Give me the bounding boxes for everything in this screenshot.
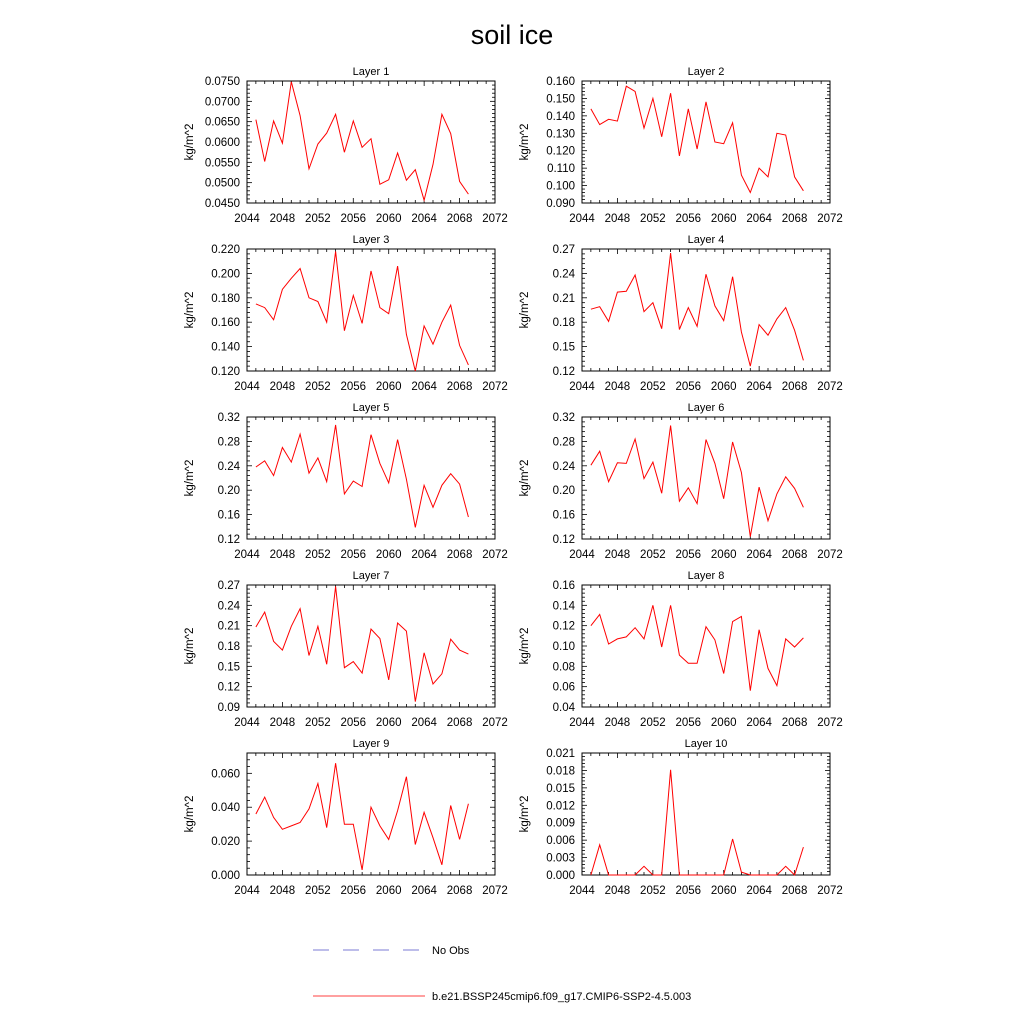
x-tick-label: 2068 <box>781 717 808 729</box>
x-tick-label: 2060 <box>710 381 737 393</box>
series-line-layer-9 <box>256 763 469 870</box>
y-tick-label: 0.140 <box>211 341 240 354</box>
x-tick-label: 2060 <box>710 717 737 729</box>
y-axis-label: kg/m^2 <box>519 627 531 665</box>
x-tick-label: 2056 <box>675 549 702 561</box>
y-axis-label: kg/m^2 <box>184 123 196 161</box>
series-line-layer-1 <box>256 82 469 200</box>
y-tick-label: 0.006 <box>546 835 575 848</box>
plot-frame <box>247 81 495 203</box>
x-tick-label: 2048 <box>269 381 296 393</box>
y-tick-label: 0.24 <box>217 460 240 473</box>
y-tick-label: 0.020 <box>211 836 240 849</box>
y-tick-label: 0.000 <box>211 870 240 882</box>
panel-title: Layer 4 <box>687 234 725 246</box>
series-line-layer-3 <box>256 251 469 371</box>
y-tick-label: 0.18 <box>552 317 575 330</box>
panel-layer-10 <box>519 738 843 897</box>
x-tick-label: 2068 <box>446 717 473 729</box>
x-tick-label: 2052 <box>305 213 331 225</box>
x-tick-label: 2044 <box>234 717 260 729</box>
x-tick-label: 2064 <box>411 213 437 225</box>
panel-layer-2 <box>519 66 843 225</box>
x-tick-label: 2048 <box>604 717 631 729</box>
x-tick-label: 2060 <box>375 213 402 225</box>
x-tick-label: 2048 <box>269 717 296 729</box>
series-line-layer-6 <box>591 426 804 537</box>
x-tick-label: 2044 <box>569 381 595 393</box>
y-tick-label: 0.160 <box>211 317 240 330</box>
plot-frame <box>582 81 830 203</box>
y-tick-label: 0.009 <box>546 817 575 830</box>
x-tick-label: 2044 <box>569 549 595 561</box>
x-tick-label: 2072 <box>482 549 508 561</box>
y-axis-label: kg/m^2 <box>519 123 531 161</box>
y-tick-label: 0.0750 <box>204 76 240 88</box>
y-tick-label: 0.32 <box>552 412 575 424</box>
y-tick-label: 0.160 <box>546 76 575 88</box>
y-axis-label: kg/m^2 <box>184 459 196 497</box>
y-tick-label: 0.04 <box>552 702 575 714</box>
y-tick-label: 0.12 <box>552 620 575 633</box>
y-tick-label: 0.06 <box>552 681 575 694</box>
panel-layer-1 <box>184 66 508 225</box>
series-line-layer-8 <box>591 605 804 690</box>
y-tick-label: 0.12 <box>552 366 575 378</box>
x-tick-label: 2052 <box>305 885 331 897</box>
x-tick-label: 2048 <box>604 381 631 393</box>
x-tick-label: 2072 <box>482 885 508 897</box>
y-tick-label: 0.120 <box>546 145 575 158</box>
y-tick-label: 0.15 <box>552 341 575 354</box>
y-tick-label: 0.28 <box>552 436 575 449</box>
x-tick-label: 2044 <box>569 885 595 897</box>
x-tick-label: 2072 <box>817 885 843 897</box>
y-tick-label: 0.14 <box>552 600 575 613</box>
x-tick-label: 2056 <box>340 381 367 393</box>
plot-frame <box>582 417 830 539</box>
x-tick-label: 2068 <box>781 549 808 561</box>
x-tick-label: 2064 <box>411 717 437 729</box>
series-line-layer-7 <box>256 586 469 701</box>
y-tick-label: 0.18 <box>217 641 240 653</box>
y-tick-label: 0.27 <box>217 580 240 592</box>
y-tick-label: 0.08 <box>552 661 575 674</box>
x-tick-label: 2056 <box>340 213 367 225</box>
y-tick-label: 0.12 <box>552 534 575 546</box>
figure-title: soil ice <box>470 20 554 50</box>
legend-label-model: b.e21.BSSP245cmip6.f09_g17.CMIP6-SSP2-4.5.003 <box>432 991 692 1003</box>
y-tick-label: 0.12 <box>217 681 240 694</box>
x-tick-label: 2056 <box>340 717 367 729</box>
y-axis-label: kg/m^2 <box>519 291 531 329</box>
y-tick-label: 0.180 <box>211 292 240 305</box>
y-tick-label: 0.0450 <box>204 198 240 210</box>
x-tick-label: 2060 <box>710 549 737 561</box>
series-line-layer-10 <box>591 770 804 875</box>
x-tick-label: 2056 <box>675 717 702 729</box>
x-tick-label: 2072 <box>482 717 508 729</box>
y-tick-label: 0.27 <box>552 244 575 256</box>
x-tick-label: 2048 <box>269 213 296 225</box>
y-tick-label: 0.140 <box>546 110 575 123</box>
y-tick-label: 0.100 <box>546 180 575 193</box>
x-tick-label: 2044 <box>569 213 595 225</box>
y-tick-label: 0.24 <box>552 460 575 473</box>
x-tick-label: 2060 <box>375 717 402 729</box>
y-tick-label: 0.16 <box>552 580 575 592</box>
plot-frame <box>582 753 830 875</box>
x-tick-label: 2060 <box>375 549 402 561</box>
y-tick-label: 0.09 <box>217 702 240 714</box>
y-tick-label: 0.110 <box>547 163 575 176</box>
y-tick-label: 0.16 <box>217 509 240 522</box>
y-tick-label: 0.24 <box>552 268 575 281</box>
x-tick-label: 2068 <box>781 213 808 225</box>
x-tick-label: 2056 <box>675 213 702 225</box>
x-tick-label: 2068 <box>446 213 473 225</box>
y-tick-label: 0.090 <box>546 198 575 210</box>
x-tick-label: 2060 <box>710 213 737 225</box>
x-tick-label: 2060 <box>710 885 737 897</box>
x-tick-label: 2048 <box>604 885 631 897</box>
x-tick-label: 2072 <box>482 213 508 225</box>
panel-title: Layer 7 <box>352 570 390 582</box>
x-tick-label: 2052 <box>305 381 331 393</box>
x-tick-label: 2044 <box>569 717 595 729</box>
y-tick-label: 0.220 <box>211 244 240 256</box>
panel-title: Layer 6 <box>687 402 725 414</box>
panel-title: Layer 3 <box>352 234 390 246</box>
x-tick-label: 2052 <box>640 213 666 225</box>
x-tick-label: 2056 <box>340 885 367 897</box>
y-axis-label: kg/m^2 <box>184 291 196 329</box>
y-tick-label: 0.20 <box>217 485 240 498</box>
y-tick-label: 0.15 <box>217 661 240 674</box>
legend-label-no-obs: No Obs <box>432 945 470 957</box>
y-tick-label: 0.0600 <box>204 137 240 149</box>
x-tick-label: 2068 <box>781 885 808 897</box>
x-tick-label: 2052 <box>640 717 666 729</box>
x-tick-label: 2044 <box>234 381 260 393</box>
y-tick-label: 0.003 <box>546 852 575 865</box>
panel-title: Layer 2 <box>687 66 725 78</box>
x-tick-label: 2048 <box>604 213 631 225</box>
y-tick-label: 0.16 <box>552 509 575 522</box>
x-tick-label: 2060 <box>375 381 402 393</box>
x-tick-label: 2048 <box>269 885 296 897</box>
x-tick-label: 2064 <box>746 717 772 729</box>
y-tick-label: 0.012 <box>546 800 575 813</box>
series-line-layer-5 <box>256 425 469 528</box>
y-tick-label: 0.28 <box>217 436 240 449</box>
y-axis-label: kg/m^2 <box>519 459 531 497</box>
y-tick-label: 0.015 <box>546 782 575 795</box>
panel-title: Layer 5 <box>352 402 390 414</box>
x-tick-label: 2064 <box>411 885 437 897</box>
x-tick-label: 2068 <box>446 549 473 561</box>
panel-title: Layer 10 <box>684 738 728 750</box>
y-tick-label: 0.10 <box>552 641 575 653</box>
series-line-layer-4 <box>591 253 804 366</box>
x-tick-label: 2056 <box>675 885 702 897</box>
y-tick-label: 0.040 <box>211 802 240 815</box>
x-tick-label: 2072 <box>817 213 843 225</box>
x-tick-label: 2072 <box>817 381 843 393</box>
x-tick-label: 2044 <box>234 549 260 561</box>
panel-title: Layer 9 <box>352 738 390 750</box>
x-tick-label: 2068 <box>781 381 808 393</box>
y-tick-label: 0.200 <box>211 268 240 281</box>
x-tick-label: 2072 <box>482 381 508 393</box>
y-tick-label: 0.000 <box>546 870 575 882</box>
x-tick-label: 2056 <box>340 549 367 561</box>
x-tick-label: 2068 <box>446 885 473 897</box>
panel-title: Layer 8 <box>687 570 725 582</box>
y-axis-label: kg/m^2 <box>184 627 196 665</box>
panels <box>184 66 843 897</box>
x-tick-label: 2064 <box>746 885 772 897</box>
x-tick-label: 2052 <box>640 381 666 393</box>
y-axis-label: kg/m^2 <box>184 795 196 833</box>
x-tick-label: 2072 <box>817 549 843 561</box>
y-tick-label: 0.32 <box>217 412 240 424</box>
x-tick-label: 2060 <box>375 885 402 897</box>
x-tick-label: 2052 <box>305 717 331 729</box>
x-tick-label: 2064 <box>746 549 772 561</box>
y-tick-label: 0.20 <box>552 485 575 498</box>
x-tick-label: 2072 <box>817 717 843 729</box>
y-tick-label: 0.24 <box>217 600 240 613</box>
y-tick-label: 0.12 <box>217 534 240 546</box>
plot-frame <box>582 249 830 371</box>
x-tick-label: 2064 <box>746 381 772 393</box>
y-axis-label: kg/m^2 <box>519 795 531 833</box>
y-tick-label: 0.21 <box>217 620 240 633</box>
x-tick-label: 2048 <box>269 549 296 561</box>
series-line-layer-2 <box>591 86 804 192</box>
y-tick-label: 0.0500 <box>204 177 240 190</box>
y-tick-label: 0.0550 <box>204 157 240 170</box>
legend <box>313 945 691 1003</box>
x-tick-label: 2064 <box>746 213 772 225</box>
y-tick-label: 0.21 <box>552 292 575 305</box>
y-tick-label: 0.0700 <box>204 96 240 109</box>
panel-layer-5 <box>184 402 508 561</box>
y-tick-label: 0.021 <box>546 748 575 760</box>
y-tick-label: 0.060 <box>211 768 240 781</box>
x-tick-label: 2056 <box>675 381 702 393</box>
x-tick-label: 2048 <box>604 549 631 561</box>
y-tick-label: 0.0650 <box>204 116 240 129</box>
panel-title: Layer 1 <box>352 66 390 78</box>
x-tick-label: 2064 <box>411 549 437 561</box>
y-tick-label: 0.130 <box>546 128 575 141</box>
x-tick-label: 2052 <box>640 549 666 561</box>
x-tick-label: 2064 <box>411 381 437 393</box>
plot-frame <box>247 753 495 875</box>
x-tick-label: 2052 <box>640 885 666 897</box>
y-tick-label: 0.120 <box>211 366 240 378</box>
x-tick-label: 2052 <box>305 549 331 561</box>
panel-layer-7 <box>184 570 508 729</box>
panel-layer-8 <box>519 570 843 729</box>
y-tick-label: 0.150 <box>546 93 575 106</box>
x-tick-label: 2044 <box>234 213 260 225</box>
panel-layer-6 <box>519 402 843 561</box>
panel-layer-4 <box>519 234 843 393</box>
panel-layer-3 <box>184 234 508 393</box>
panel-layer-9 <box>184 738 508 897</box>
x-tick-label: 2044 <box>234 885 260 897</box>
plot-frame <box>247 249 495 371</box>
y-tick-label: 0.018 <box>546 765 575 778</box>
x-tick-label: 2068 <box>446 381 473 393</box>
